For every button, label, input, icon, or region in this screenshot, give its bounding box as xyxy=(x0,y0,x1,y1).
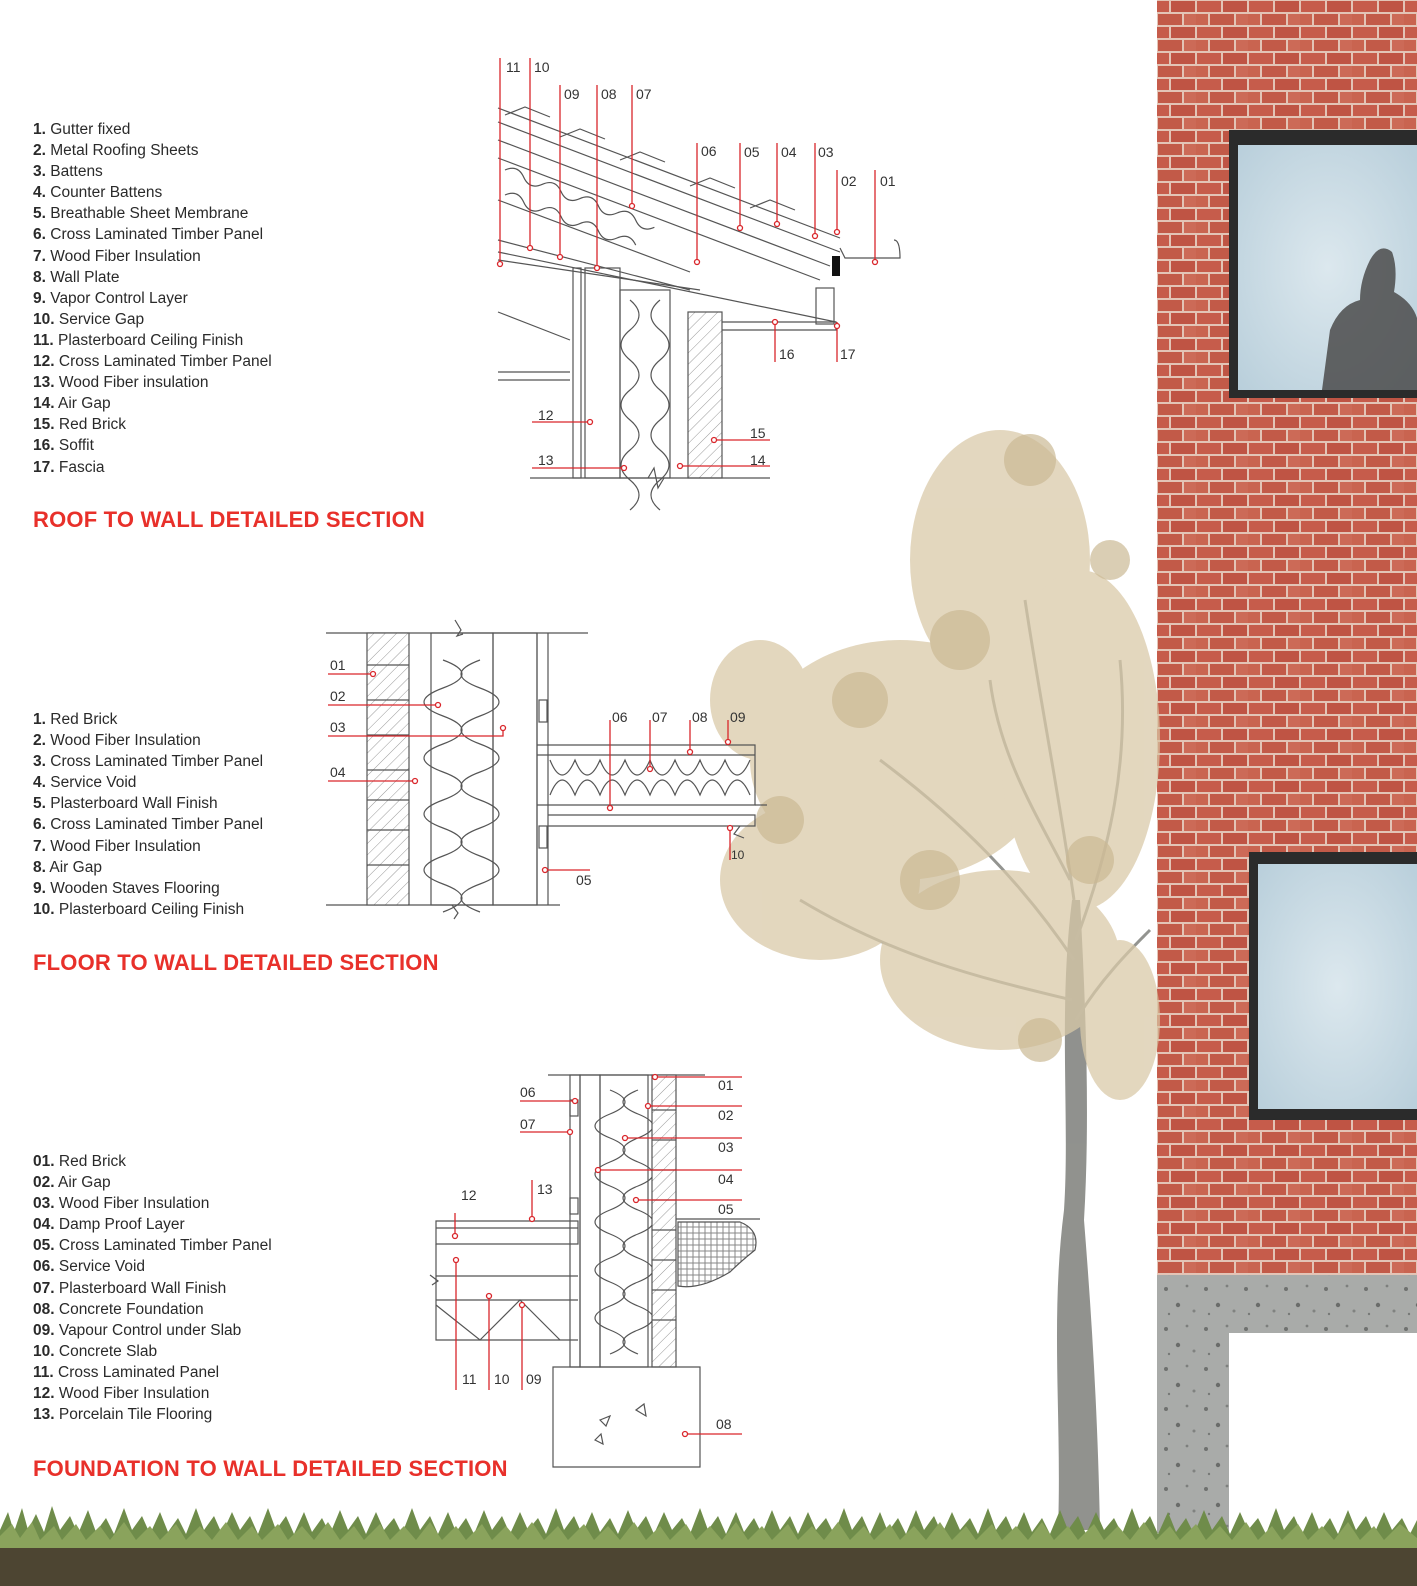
callout-label: 10 xyxy=(494,1371,510,1387)
callout-label: 10 xyxy=(534,59,550,75)
legend-text: Battens xyxy=(50,163,103,181)
legend-number: 10. xyxy=(33,310,55,328)
legend-text: Gutter fixed xyxy=(50,121,131,138)
callout-label: 13 xyxy=(538,452,554,468)
legend-number: 4. xyxy=(33,184,46,202)
legend-number: 9. xyxy=(33,879,46,897)
legend-number: 10. xyxy=(33,1342,55,1360)
callout-label: 06 xyxy=(520,1084,536,1100)
callout-label: 11 xyxy=(506,59,521,75)
callout-label: 04 xyxy=(781,144,797,160)
callout-label: 03 xyxy=(818,144,834,160)
callout-label: 05 xyxy=(718,1201,734,1217)
legend-number: 12. xyxy=(33,353,55,371)
callout-label: 09 xyxy=(564,86,580,102)
legend-text: Cross Laminated Timber Panel xyxy=(50,816,264,834)
callout-label: 09 xyxy=(526,1371,542,1387)
legend-text: Vapour Control under Slab xyxy=(58,1321,242,1339)
legend-text: Service Void xyxy=(50,774,137,792)
callout-label: 05 xyxy=(576,872,592,888)
foundation-section-title: FOUNDATION TO WALL DETAILED SECTION xyxy=(33,1456,508,1481)
legend-text: Cross Laminated Timber Panel xyxy=(58,353,272,371)
legend-text: Wood Fiber insulation xyxy=(58,374,209,392)
legend-text: Counter Battens xyxy=(50,184,163,202)
callout-label: 10 xyxy=(731,848,745,862)
legend-number: 1. xyxy=(33,121,46,138)
legend-text: Cross Laminated Timber Panel xyxy=(50,226,264,244)
legend-text: Damp Proof Layer xyxy=(58,1216,185,1234)
legend-text: Cross Laminated Timber Panel xyxy=(50,753,264,771)
legend-number: 2. xyxy=(33,732,46,750)
legend-number: 5. xyxy=(33,795,46,813)
callout-label: 07 xyxy=(636,86,652,102)
callout-label: 04 xyxy=(330,764,346,780)
callout-label: 03 xyxy=(330,719,346,735)
legend-number: 8. xyxy=(33,858,46,876)
callout-label: 16 xyxy=(779,346,795,362)
legend-number: 1. xyxy=(33,711,46,728)
callout-label: 08 xyxy=(692,709,708,725)
callout-label: 04 xyxy=(718,1171,734,1187)
legend-text: Cross Laminated Timber Panel xyxy=(58,1237,272,1255)
legend-number: 05. xyxy=(33,1237,55,1255)
callout-label: 15 xyxy=(750,425,766,441)
legend-text: Red Brick xyxy=(58,1153,127,1170)
legend-text: Concrete Foundation xyxy=(58,1300,204,1318)
callout-label: 11 xyxy=(462,1371,477,1387)
callout-label: 01 xyxy=(718,1077,734,1093)
legend-number: 17. xyxy=(33,458,55,476)
callout-label: 12 xyxy=(538,407,554,423)
legend-number: 9. xyxy=(33,289,46,307)
legend-text: Air Gap xyxy=(49,858,102,876)
callout-label: 05 xyxy=(744,144,760,160)
legend-number: 10. xyxy=(33,900,55,918)
legend-text: Breathable Sheet Membrane xyxy=(50,205,249,223)
legend-text: Wood Fiber Insulation xyxy=(50,732,201,750)
legend-number: 11. xyxy=(33,331,54,349)
legend-text: Concrete Slab xyxy=(58,1342,158,1360)
legend-number: 7. xyxy=(33,247,46,265)
callout-label: 08 xyxy=(716,1416,732,1432)
floor-section-title: FLOOR TO WALL DETAILED SECTION xyxy=(33,950,439,975)
legend-number: 8. xyxy=(33,268,46,286)
legend-number: 11. xyxy=(33,1363,54,1381)
callout-label: 02 xyxy=(841,173,857,189)
legend-number: 15. xyxy=(33,416,55,434)
legend-text: Plasterboard Wall Finish xyxy=(50,795,218,813)
callout-label: 13 xyxy=(537,1181,553,1197)
legend-text: Service Gap xyxy=(58,310,145,328)
legend-number: 2. xyxy=(33,142,46,160)
callout-label: 06 xyxy=(701,143,717,159)
callout-label: 09 xyxy=(730,709,746,725)
legend-number: 5. xyxy=(33,205,46,223)
callout-label: 12 xyxy=(461,1187,477,1203)
legend-number: 12. xyxy=(33,1385,55,1403)
legend-text: Service Void xyxy=(58,1258,146,1276)
callout-label: 03 xyxy=(718,1139,734,1155)
legend-text: Wooden Staves Flooring xyxy=(50,879,220,897)
callout-label: 14 xyxy=(750,452,766,468)
callout-label: 02 xyxy=(718,1107,734,1123)
legend-text: Cross Laminated Panel xyxy=(58,1363,220,1381)
legend-text: Plasterboard Ceiling Finish xyxy=(58,331,244,349)
legend-text: Metal Roofing Sheets xyxy=(50,142,199,160)
callout-label: 07 xyxy=(520,1116,536,1132)
legend-text: Porcelain Tile Flooring xyxy=(58,1406,213,1424)
legend-text: Fascia xyxy=(58,458,105,476)
legend-number: 16. xyxy=(33,437,55,455)
callout-label: 01 xyxy=(880,173,896,189)
callout-label: 17 xyxy=(840,346,856,362)
legend-text: Air Gap xyxy=(58,1174,111,1192)
legend-text: Wood Fiber Insulation xyxy=(50,247,201,265)
legend-text: Vapor Control Layer xyxy=(50,289,188,307)
legend-number: 14. xyxy=(33,395,55,413)
legend-number: 04. xyxy=(33,1216,55,1234)
legend-number: 01. xyxy=(33,1153,55,1170)
legend-number: 6. xyxy=(33,226,46,244)
callout-label: 07 xyxy=(652,709,668,725)
callout-label: 08 xyxy=(601,86,617,102)
legend-number: 3. xyxy=(33,163,46,181)
legend-number: 06. xyxy=(33,1258,55,1276)
legend-text: Red Brick xyxy=(58,416,127,434)
legend-number: 08. xyxy=(33,1300,55,1318)
legend-text: Air Gap xyxy=(58,395,111,413)
legend-number: 13. xyxy=(33,1406,55,1424)
legend-text: Wood Fiber Insulation xyxy=(58,1385,210,1403)
legend-text: Red Brick xyxy=(50,711,118,728)
legend-number: 02. xyxy=(33,1174,55,1192)
legend-number: 4. xyxy=(33,774,46,792)
legend-number: 09. xyxy=(33,1321,55,1339)
roof-section-title: ROOF TO WALL DETAILED SECTION xyxy=(33,507,426,532)
callout-label: 02 xyxy=(330,688,346,704)
legend-number: 6. xyxy=(33,816,46,834)
legend-text: Wall Plate xyxy=(50,268,120,286)
legend-text: Plasterboard Wall Finish xyxy=(58,1279,227,1297)
callout-label: 06 xyxy=(612,709,628,725)
legend-text: Plasterboard Ceiling Finish xyxy=(58,900,245,918)
legend-text: Wood Fiber Insulation xyxy=(50,837,201,855)
legend-number: 03. xyxy=(33,1195,55,1213)
legend-text: Wood Fiber Insulation xyxy=(58,1195,210,1213)
legend-number: 13. xyxy=(33,374,55,392)
callout-label: 01 xyxy=(330,657,346,673)
legend-number: 7. xyxy=(33,837,46,855)
legend-number: 07. xyxy=(33,1279,55,1297)
legend-number: 3. xyxy=(33,753,46,771)
legend-text: Soffit xyxy=(58,437,94,455)
